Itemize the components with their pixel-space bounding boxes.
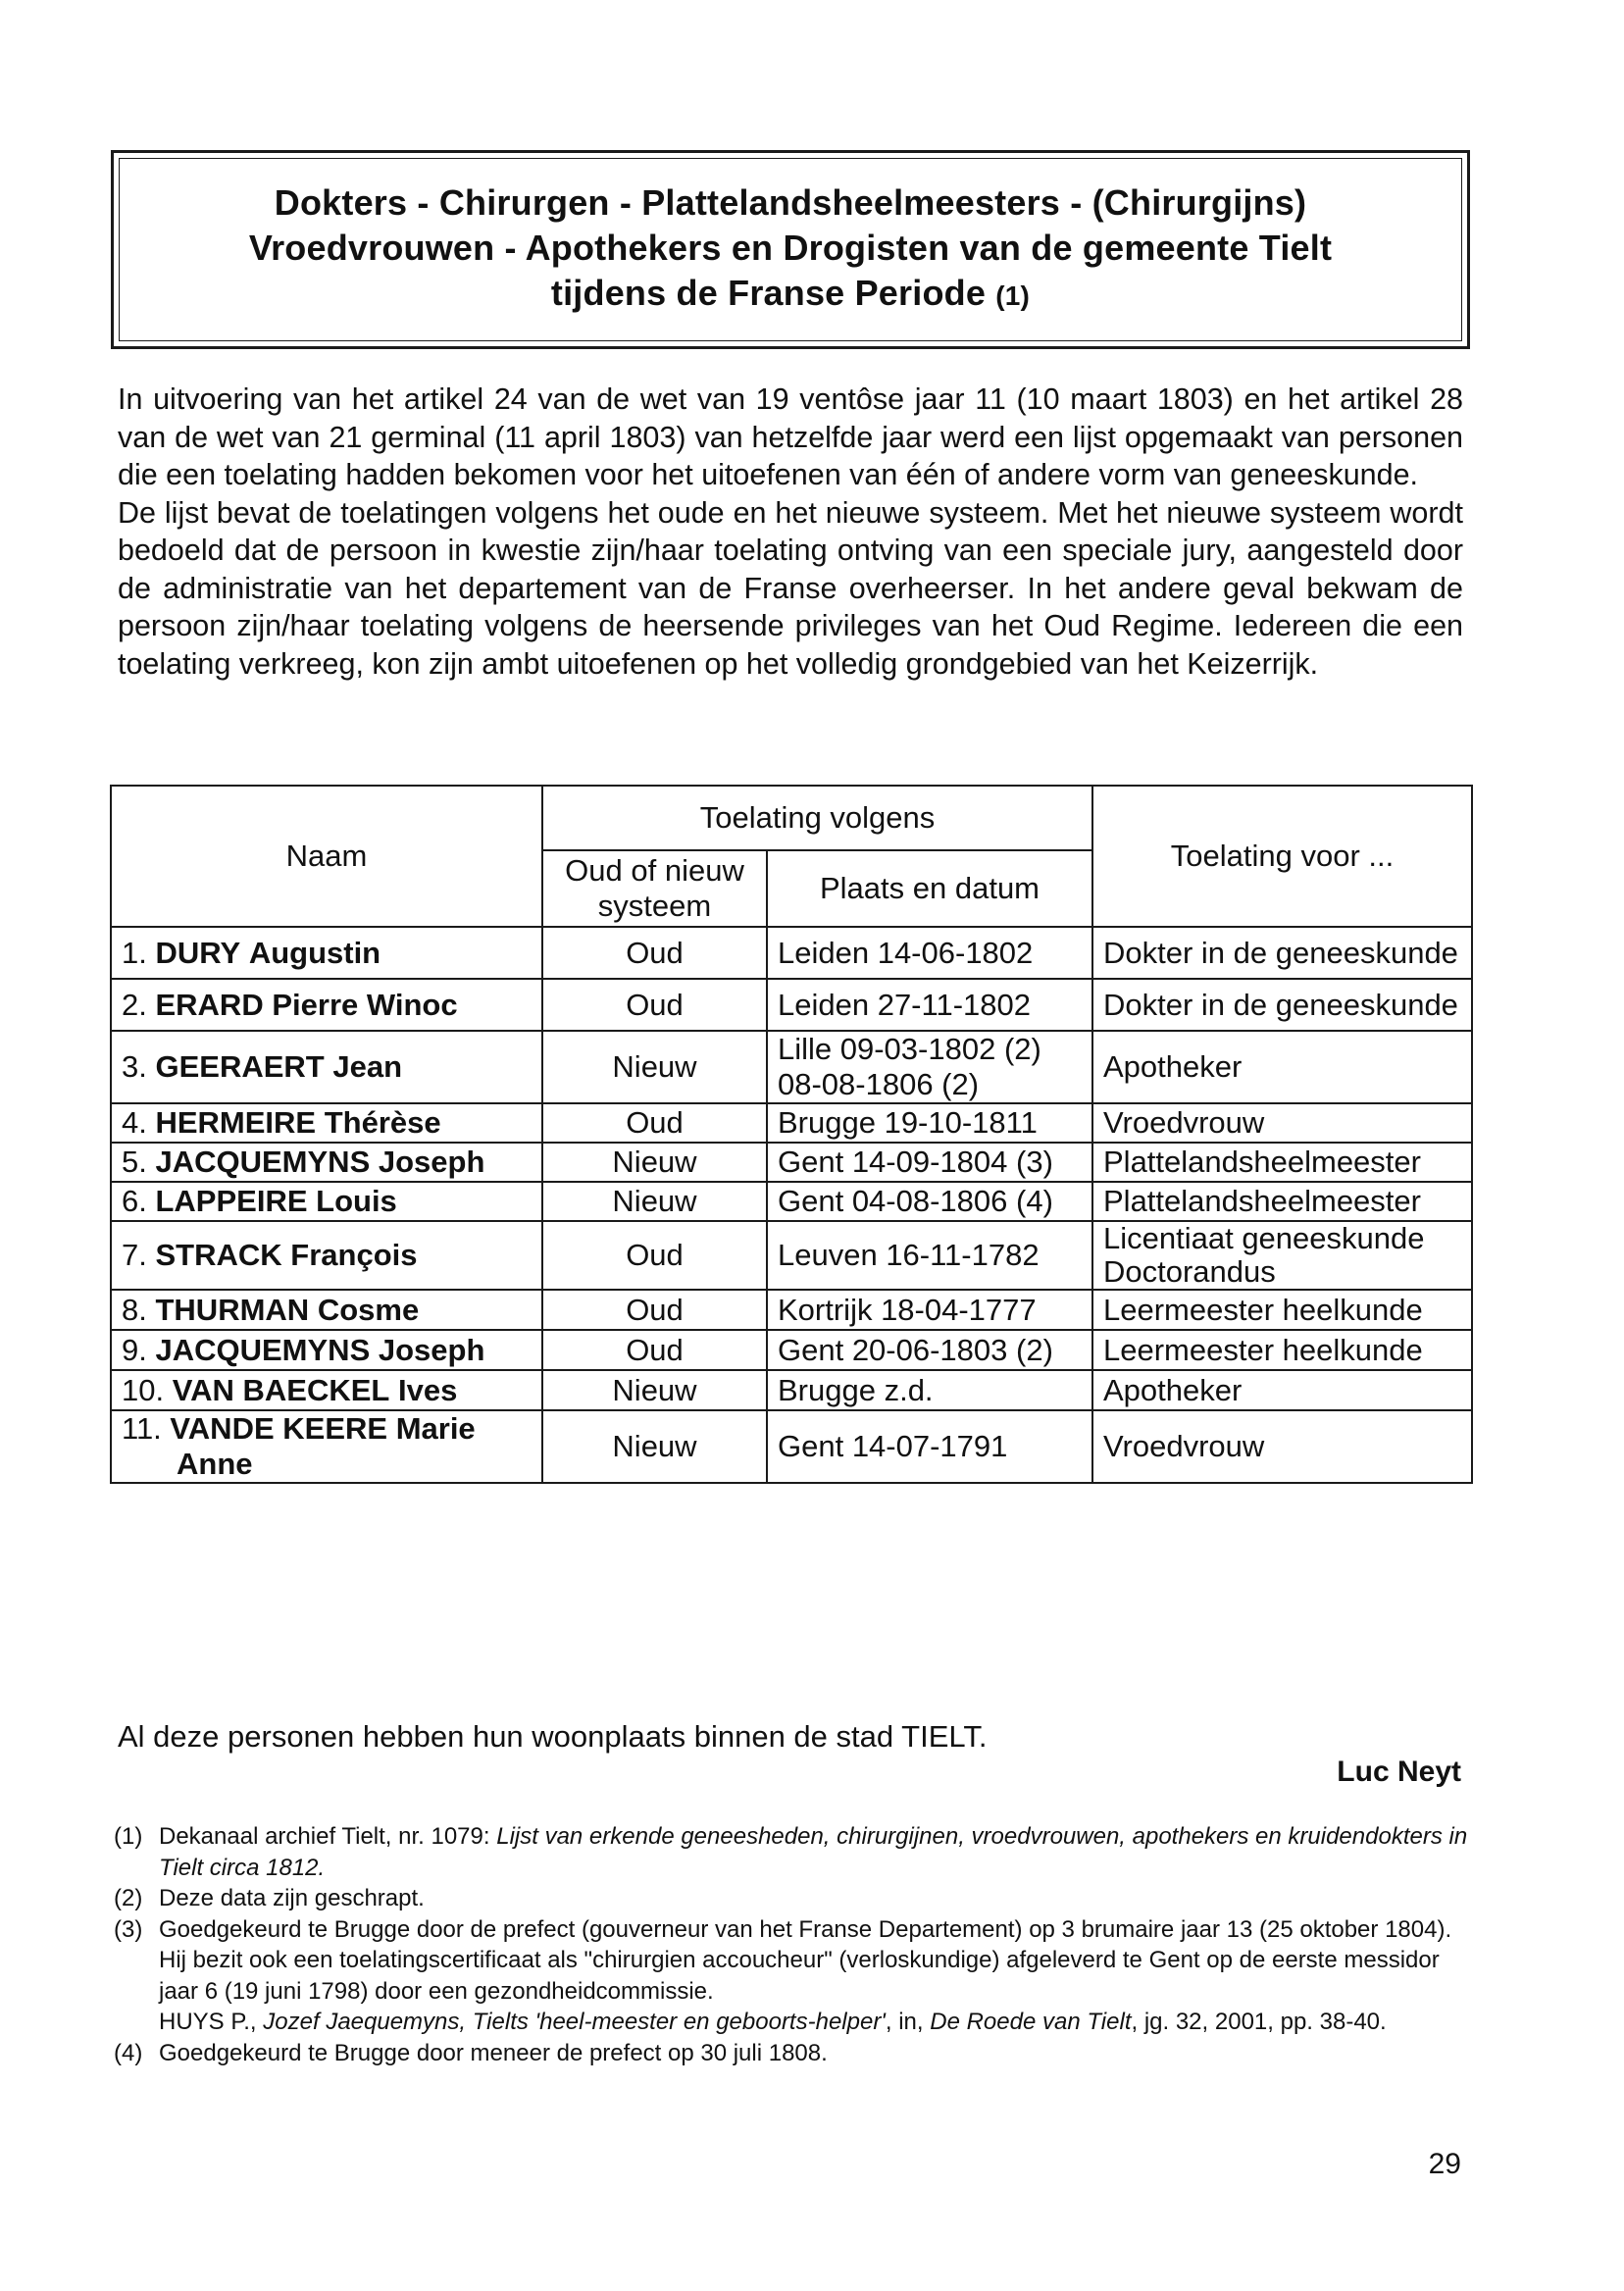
footnote-number: (2) [114, 1885, 143, 1911]
cell-role: Licentiaat geneeskunde Doctorandus [1092, 1221, 1472, 1290]
table-row [111, 927, 1472, 979]
cell-system: Oud [542, 1221, 767, 1290]
header-toelating-voor: Toelating voor ... [1092, 786, 1472, 927]
row-number: 10. [122, 1372, 165, 1407]
author-name: Luc Neyt [1337, 1756, 1461, 1788]
table-row [111, 1143, 1472, 1182]
footnote-text: Deze data zijn geschrapt. [159, 1885, 425, 1911]
place-date: Leuven 16-11-1782 [778, 1238, 1040, 1272]
table-row [111, 1410, 1472, 1483]
footnote-number: (4) [114, 2039, 143, 2066]
cell-name [111, 1330, 542, 1370]
place-date-2: 08-08-1806 (2) [778, 1067, 980, 1101]
row-number: 3. [122, 1049, 147, 1084]
cell-place-date [767, 1330, 1092, 1370]
cell-place-date [767, 1031, 1092, 1103]
cell-name [111, 1031, 542, 1103]
surname: LAPPEIRE [155, 1184, 308, 1218]
title-line-3 [551, 271, 1030, 319]
closing-sentence: Al deze personen hebben hun woonplaats binnen de stad TIELT. [118, 1719, 988, 1754]
given-name: Jean [332, 1049, 403, 1084]
cell-place-date [767, 1370, 1092, 1410]
place-date: Gent 20-06-1803 (2) [778, 1332, 1053, 1367]
header-toelating-volgens: Toelating volgens [542, 786, 1092, 850]
footnote-text [159, 1821, 1471, 1883]
place-date: Gent 04-08-1806 (4) [778, 1184, 1053, 1218]
footnote-text: Goedgekeurd te Brugge door meneer de prefect op 30 juli 1808. [159, 2039, 828, 2066]
registry-table [110, 785, 1473, 1484]
footnote-number: (3) [114, 1915, 143, 1943]
surname: JACQUEMYNS [155, 1145, 371, 1179]
surname: THURMAN [155, 1292, 310, 1327]
given-name: Ives [397, 1372, 458, 1407]
cell-name [111, 979, 542, 1031]
registry-table-wrap [110, 785, 1471, 1484]
row-number: 4. [122, 1105, 147, 1140]
table-row [111, 1103, 1472, 1143]
surname: JACQUEMYNS [155, 1332, 371, 1367]
intro-paragraph-1: In uitvoering van het artikel 24 van de wet van 19 ventôse jaar 11 (10 maart 1803) en het artikel 28 van de wet van 21 germinal (11 april 1803) van hetzelfde jaar werd een lijst opgemaakt van personen die een toelating hadden bekomen voor het uitoefenen van één of andere vorm van geneeskunde. [118, 382, 1463, 491]
cell-name [111, 1290, 542, 1330]
header-place-date: Plaats en datum [767, 850, 1092, 927]
given-name: Joseph [378, 1145, 485, 1179]
title-footnote-ref: (1) [995, 280, 1031, 311]
footnote-3-ref-author: HUYS P., [159, 2009, 257, 2035]
given-name: Cosme [317, 1292, 420, 1327]
surname: HERMEIRE [155, 1105, 317, 1140]
cell-system: Nieuw [542, 1143, 767, 1182]
footnote-2 [114, 1883, 1471, 1914]
cell-name [111, 1410, 542, 1483]
table-row [111, 1330, 1472, 1370]
place-date: Brugge 19-10-1811 [778, 1105, 1038, 1140]
cell-place-date [767, 979, 1092, 1031]
place-date: Brugge z.d. [778, 1372, 934, 1407]
cell-name [111, 927, 542, 979]
row-number: 2. [122, 987, 147, 1022]
row-number: 1. [122, 935, 147, 970]
row-number: 6. [122, 1184, 147, 1218]
cell-place-date [767, 1290, 1092, 1330]
given-name: Thérèse [324, 1105, 441, 1140]
cell-system: Nieuw [542, 1182, 767, 1221]
given-name: Augustin [248, 935, 381, 970]
cell-name [111, 1221, 542, 1290]
footnote-number: (1) [114, 1823, 143, 1850]
cell-role: Vroedvrouw [1092, 1103, 1472, 1143]
given-name: François [290, 1238, 418, 1272]
cell-role: Vroedvrouw [1092, 1410, 1472, 1483]
footnote-1-title: Lijst van erkende geneesheden, chirurgijnen, vroedvrouwen, apothekers en kruidendokters in Tielt circa 1812. [159, 1823, 1468, 1881]
cell-place-date [767, 1410, 1092, 1483]
cell-role: Dokter in de geneeskunde [1092, 979, 1472, 1031]
cell-name [111, 1143, 542, 1182]
row-number: 5. [122, 1145, 147, 1179]
cell-system: Oud [542, 1290, 767, 1330]
cell-role: Dokter in de geneeskunde [1092, 927, 1472, 979]
title-line-1: Dokters - Chirurgen - Plattelandsheelmeesters - (Chirurgijns) [274, 182, 1307, 223]
table-row [111, 1031, 1472, 1103]
footnote-3 [114, 1914, 1471, 2038]
table-row [111, 1221, 1472, 1290]
cell-system: Nieuw [542, 1410, 767, 1483]
table-row [111, 1182, 1472, 1221]
cell-system: Nieuw [542, 1031, 767, 1103]
cell-place-date [767, 1221, 1092, 1290]
row-number: 11. [122, 1411, 162, 1446]
footnote-4 [114, 2038, 1471, 2069]
title-box [111, 150, 1470, 349]
footnote-text [159, 1914, 1471, 2038]
place-date: Gent 14-07-1791 [778, 1429, 1008, 1463]
surname: GEERAERT [155, 1049, 325, 1084]
cell-system: Nieuw [542, 1370, 767, 1410]
row-number: 7. [122, 1238, 147, 1272]
page-number: 29 [1428, 2148, 1461, 2180]
cell-role: Apotheker [1092, 1370, 1472, 1410]
footnote-3-ref-journal: De Roede van Tielt [930, 2009, 1132, 2035]
footnote-1 [114, 1821, 1471, 1883]
cell-place-date [767, 1103, 1092, 1143]
surname: STRACK [155, 1238, 282, 1272]
given-name: Marie [395, 1411, 476, 1446]
cell-system: Oud [542, 1103, 767, 1143]
row-number: 8. [122, 1292, 147, 1327]
footnote-3-ref-title: Jozef Jaequemyns, Tielts 'heel-meester en geboorts-helper' [263, 2009, 886, 2035]
footnote-3-text: Goedgekeurd te Brugge door de prefect (gouverneur van het Franse Departement) op 3 brumaire jaar 13 (25 oktober 1804). Hij bezit ook een toelatingscertificaat als "chirurgien accoucheur" (verloskundige) afgeleverd te Gent op de eerste messidor jaar 6 (19 juni 1798) door een gezondheidcommissie. [159, 1915, 1452, 2005]
surname: VAN BAECKEL [172, 1372, 390, 1407]
cell-system: Oud [542, 927, 767, 979]
given-name: Pierre Winoc [272, 987, 458, 1022]
cell-place-date [767, 927, 1092, 979]
cell-system: Oud [542, 1330, 767, 1370]
surname: DURY [155, 935, 241, 970]
cell-system: Oud [542, 979, 767, 1031]
header-system: Oud of nieuw systeem [542, 850, 767, 927]
cell-name [111, 1103, 542, 1143]
cell-place-date [767, 1143, 1092, 1182]
given-name-continued: Anne [177, 1447, 253, 1481]
cell-role: Plattelandsheelmeester [1092, 1143, 1472, 1182]
table-row [111, 1370, 1472, 1410]
cell-role: Leermeester heelkunde [1092, 1290, 1472, 1330]
cell-place-date [767, 1182, 1092, 1221]
footnote-3-ref-in: , in, [885, 2009, 924, 2035]
cell-name [111, 1370, 542, 1410]
table-header-row-1 [111, 786, 1472, 850]
place-date: Leiden 27-11-1802 [778, 987, 1031, 1022]
table-row [111, 1290, 1472, 1330]
surname: VANDE KEERE [170, 1411, 388, 1446]
table-row [111, 979, 1472, 1031]
cell-name [111, 1182, 542, 1221]
cell-role: Plattelandsheelmeester [1092, 1182, 1472, 1221]
row-number: 9. [122, 1332, 147, 1367]
given-name: Joseph [378, 1332, 485, 1367]
surname: ERARD [155, 987, 264, 1022]
footnotes [114, 1821, 1471, 2068]
place-date: Leiden 14-06-1802 [778, 935, 1034, 970]
intro-paragraph-2: De lijst bevat de toelatingen volgens het oude en het nieuwe systeem. Met het nieuwe systeem wordt bedoeld dat de persoon in kwestie zijn/haar toelating ontving van een speciale jury, aangesteld door de administratie van het departement van de Franse overheerser. In het andere geval bekwam de persoon zijn/haar toelating volgens de heersende privileges van het Oud Regime. Iedereen die een toelating verkreeg, kon zijn ambt uitoefenen op het volledig grondgebied van het Keizerrijk. [118, 495, 1463, 681]
place-date: Kortrijk 18-04-1777 [778, 1292, 1037, 1327]
footnote-1-source: Dekanaal archief Tielt, nr. 1079: [159, 1823, 490, 1850]
footnote-3-ref-rest: , jg. 32, 2001, pp. 38-40. [1131, 2009, 1387, 2035]
title-inner [119, 158, 1462, 341]
header-name: Naam [111, 786, 542, 927]
cell-role: Apotheker [1092, 1031, 1472, 1103]
table-body [111, 927, 1472, 1483]
title-line-2: Vroedvrouwen - Apothekers en Drogisten van de gemeente Tielt [248, 228, 1333, 268]
given-name: Louis [316, 1184, 397, 1218]
title-line-3-text: tijdens de Franse Periode [550, 273, 987, 313]
cell-role: Leermeester heelkunde [1092, 1330, 1472, 1370]
place-date: Lille 09-03-1802 (2) [778, 1032, 1041, 1066]
place-date: Gent 14-09-1804 (3) [778, 1145, 1053, 1179]
intro-text [118, 381, 1463, 683]
